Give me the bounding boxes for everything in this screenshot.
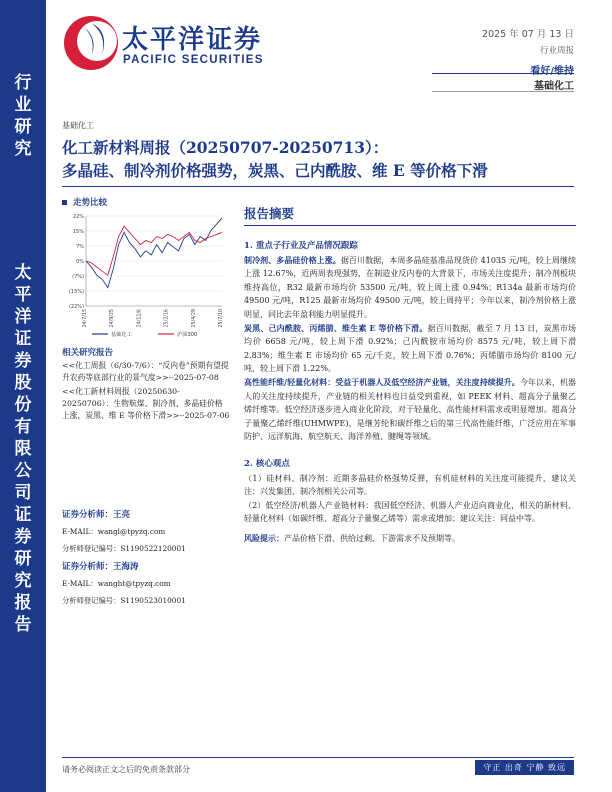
summary-divider [244,225,576,226]
series-line-b [86,226,222,275]
square-bullet-icon [62,200,67,205]
legend-label-a: 基础化工 [111,332,132,338]
y-tick-label: 0% [76,259,84,265]
logo-emblem-icon [62,14,120,72]
y-tick-label: 7% [76,244,84,250]
trend-chart [62,210,230,342]
rating-bar [432,59,574,77]
logo-name-cn: 太平洋证券 [122,25,263,55]
title-line-1: 化工新材料周报（20250707-20250713）： [62,138,389,157]
y-tick-label: 15% [72,229,84,235]
report-meta [482,26,574,56]
left-column [62,196,230,605]
view-1: （1）硅材料、制冷剂：近期多晶硅价格强势反弹，有机硅材料的关注度可能提升，建议关注：兴发集团、制冷剂相关公司等。 [244,473,576,497]
trend-chart-svg [62,210,230,342]
x-tick-label: 24/7/15 [83,309,88,328]
legend-label-b: 沪深300 [177,332,198,338]
sector-label: 基础化工 [432,77,574,92]
x-tick-label: 25/4/29 [191,309,197,328]
footer-disclaimer: 请务必阅读正文之后的免责条款部分 [62,765,190,774]
report-type: 行业周报 [539,46,574,56]
sidebar-band [0,0,46,792]
title-divider [62,186,574,187]
sidebar-top-label: 行业研究 [14,73,32,159]
rating-label: 看好/维持 [530,66,574,77]
logo-name-en: PACIFIC SECURITIES [123,54,264,66]
report-title [62,136,582,182]
company-logo [62,14,312,74]
analyst-name: 证券分析师：王海涛 [62,562,139,572]
y-tick-label: (7%) [72,274,84,280]
y-tick-label: (15%) [68,289,84,295]
sidebar-bottom-label: 太平洋证券股份有限公司证券研究报告 [14,263,32,635]
trend-heading: 走势比较 [62,196,230,208]
sector-small-label: 基础化工 [62,121,94,130]
paragraph-fiber: 高性能纤维/轻量化材料：受益于机器人及低空经济产业链，关注度持续提升。今年以来，机器人的关注度持续提升，产业链的相关材料也日益受到重视，如 PEEK 材料、超高分子量聚乙烯纤维等。低空经济逐步进入商业化阶段，对于轻量化、高性能材料需求或明显增加。超高分子量聚乙烯纤维(UHMWPE)，是继芳纶和碳纤维之后的第三代高性能纤维，广泛应用在军事防护、远洋航海、航空航天、海洋养殖、腱绳等领域。 [244,376,577,442]
summary-column [244,204,576,545]
y-tick-label: 22% [72,214,84,220]
title-line-2: 多晶硅、制冷剂价格强势，炭黑、己内酰胺、维 E 等价格下滑 [62,161,488,180]
x-tick-label: 25/7/10 [219,309,224,328]
analyst-block [62,560,230,606]
section-2-title: 2. 核心观点 [244,458,290,469]
summary-heading: 报告摘要 [244,206,295,221]
footer-motto: 守正 出奇 宁静 致远 [475,760,574,775]
related-heading: 相关研究报告 [62,348,114,358]
analyst-block [62,508,230,554]
related-item[interactable]: <<化工周报（6/30-7/6）：“反内卷”预期有望提升农药等底部行业的景气度>>--2025-07-08 [62,361,229,382]
y-tick-label: (22%) [68,304,84,310]
section-1-title: 1. 重点子行业及产品情况跟踪 [244,241,358,251]
view-2: （2）低空经济/机器人产业链材料：我国低空经济、机器人产业迈向商业化，相关的新材料、轻量化材料（如碳纤维、超高分子量聚乙烯等）需求或增加；建议关注：同益中等。 [244,500,576,524]
risk-warning: 风险提示：产品价格下滑、供给过剩、下游需求不及预期等。 [244,532,460,543]
analyst-email[interactable]: E-MAIL：wangl@tpyzq.com [62,527,166,536]
x-tick-label: 25/2/16 [164,309,170,328]
x-tick-label: 24/9/25 [110,309,116,328]
x-tick-label: 24/12/6 [137,309,143,328]
analyst-email[interactable]: E-MAIL：wanght@tpyzq.com [62,579,171,588]
analyst-cert: 分析师登记编号：S1190522120001 [62,544,186,553]
series-line-a [86,218,222,288]
footer-divider [62,757,574,758]
related-item[interactable]: <<化工新材料周报（20250630-20250706）：生物航煤、制冷剂、多晶硅价格上涨，炭黑、维 E 等价格下滑>>--2025-07-06 [62,387,230,420]
analyst-cert: 分析师登记编号：S1190523010001 [62,596,186,605]
report-date: 2025 年 07 月 13 日 [482,29,574,40]
related-list [62,360,230,424]
analyst-name: 证券分析师：王亮 [62,510,131,520]
paragraph-refrigerant: 制冷剂、多晶硅价格上涨。据百川数据，本周多晶硅基准品现货价 41035 元/吨，较上周继续上涨 12.67%，近两周表现强势，在制造业反内卷的大背景下，市场关注度提升；制冷剂板块维持高位，R32 最新市场均价 53500 元/吨，较上周上涨 0.94%；R134a 最新市场均价 49500 元/吨，R125 最新市场均价 49500 元/吨，较上周持平；今年以来，制冷剂价格上涨明显，同比去年盈利能力明显提升。 [244,254,577,319]
paragraph-price-decline: 炭黑、己内酰胺、丙烯腈、维生素 E 等价格下滑。据百川数据，截至 7 月 13 日，炭黑市场均价 6658 元/吨，较上周下滑 0.92%；己内酰胺市场均价 8575 元/吨，较上周下滑 2.83%；维生素 E 市场均价 65 元/千克，较上周下滑 0.76%；丙烯腈市场均价 8100 元/吨，较上周下滑 1.22%。 [244,322,576,374]
